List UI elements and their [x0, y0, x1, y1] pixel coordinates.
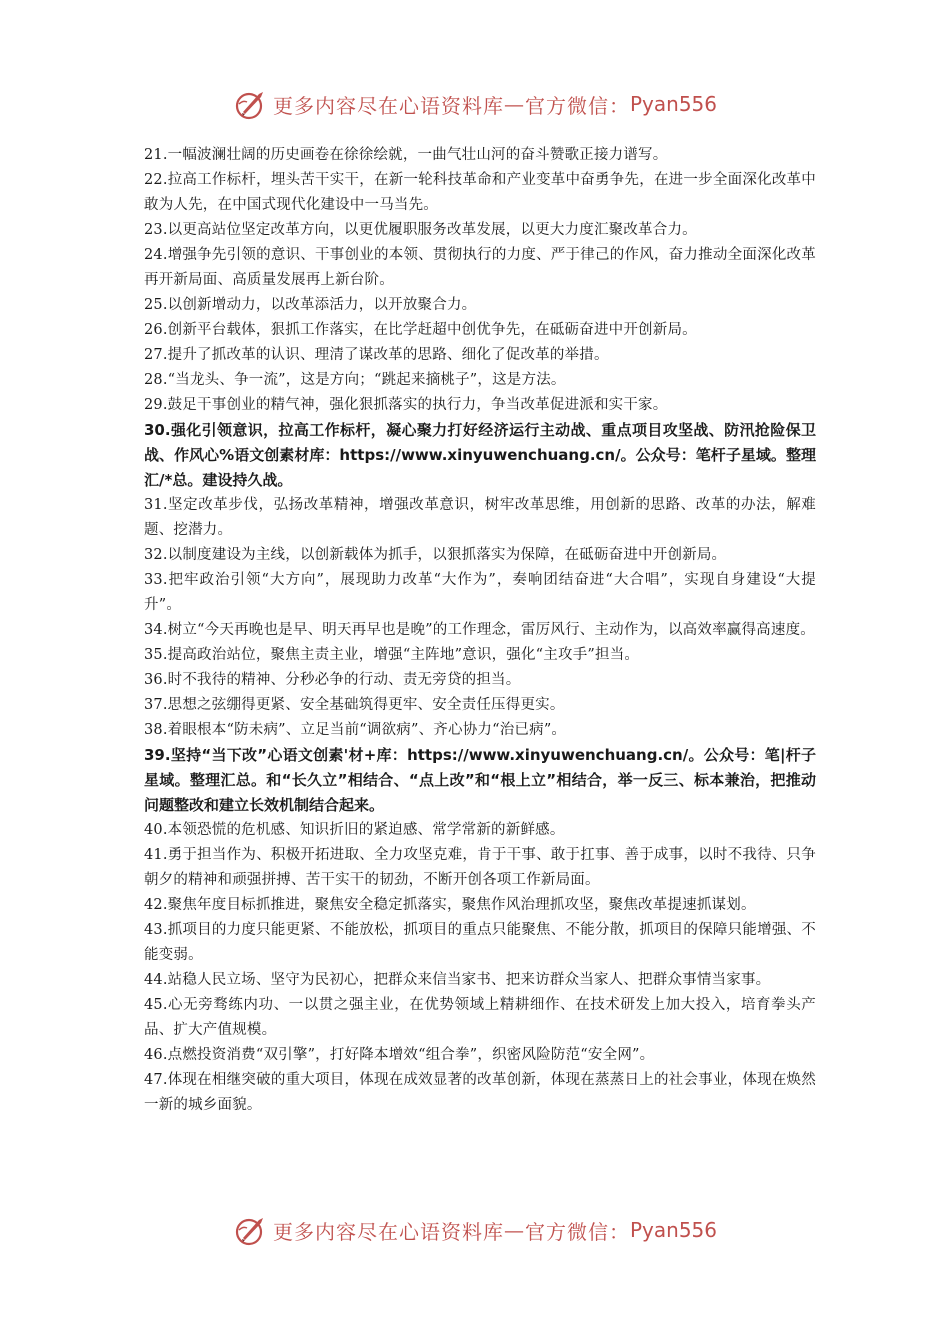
banner-separator: — — [503, 92, 525, 116]
paragraph: 38.着眼根本“防未病”、立足当前“调欲病”、齐心协力“治已病”。 — [144, 722, 567, 738]
paragraph: 22.拉高工作标杆，埋头苦干实干，在新一轮科技革命和产业变革中奋勇争先，在进一步全面深化改革中敢为人先，在中国式现代化建设中一马当先。 — [144, 172, 816, 213]
paragraph: 29.鼓足干事创业的精气神，强化狠抓落实的执行力，争当改革促进派和实干家。 — [144, 397, 668, 413]
banner-text: 更多内容尽在心语资料库 — [272, 1219, 504, 1244]
paragraph: 33.把牢政治引领“大方向”，展现助力改革“大作为”，奏响团结奋进“大合唱”，实现自身建设“大提升”。 — [144, 572, 816, 613]
paragraph: 32.以制度建设为主线，以创新载体为抓手，以狠抓落实为保障，在砥砺奋进中开创新局。 — [144, 547, 727, 563]
paragraph: 45.心无旁骛练内功、一以贯之强主业，在优势领域上精耕细作、在技术研发上加大投入，培育拳头产品、扩大产值规模。 — [144, 997, 816, 1038]
paragraph: 34.树立“今天再晚也是早、明天再早也是晚”的工作理念，雷厉风行、主动作为，以高效率赢得高速度。 — [144, 622, 815, 638]
paragraph: 25.以创新增动力，以改革添活力，以开放聚合力。 — [144, 297, 477, 313]
pen-logo-icon — [233, 1212, 269, 1248]
banner-handle: Pyan556 — [629, 1218, 717, 1242]
paragraph: 39.坚持“当下改”心语文创素'材+库：https://www.xinyuwenchuang.cn/。公众号：笔|杆子星域。整理汇总。和“长久立”相结合、“点上改”和“根上立”相结合，举一反三、标本兼治，把推动问题整改和建立长效机制结合起来。 — [144, 746, 816, 814]
banner-text: 更多内容尽在心语资料库 — [272, 93, 504, 118]
pen-logo-icon — [233, 86, 269, 122]
banner-wechat-label: 官方微信： — [524, 93, 630, 118]
paragraph: 40.本领恐慌的危机感、知识折旧的紧迫感、常学常新的新鲜感。 — [144, 822, 565, 838]
paragraph: 26.创新平台载体，狠抓工作落实，在比学赶超中创优争先，在砥砺奋进中开创新局。 — [144, 322, 697, 338]
header-banner — [0, 86, 950, 122]
paragraph: 35.提高政治站位，聚焦主责主业，增强“主阵地”意识，强化“主攻手”担当。 — [144, 647, 640, 663]
paragraph: 23.以更高站位坚定改革方向，以更优履职服务改革发展，以更大力度汇聚改革合力。 — [144, 222, 697, 238]
paragraph: 24.增强争先引领的意识、干事创业的本领、贯彻执行的力度、严于律己的作风，奋力推动全面深化改革再开新局面、高质量发展再上新台阶。 — [144, 247, 816, 288]
document-body — [144, 143, 816, 1118]
banner-separator: — — [503, 1218, 525, 1242]
paragraph: 42.聚焦年度目标抓推进，聚焦安全稳定抓落实，聚焦作风治理抓攻坚，聚焦改革提速抓谋划。 — [144, 897, 756, 913]
paragraph: 21.一幅波澜壮阔的历史画卷在徐徐绘就，一曲气壮山河的奋斗赞歌正接力谱写。 — [144, 147, 668, 163]
paragraph: 46.点燃投资消费“双引擎”，打好降本增效“组合拳”，织密风险防范“安全网”。 — [144, 1047, 655, 1063]
paragraph: 44.站稳人民立场、坚守为民初心，把群众来信当家书、把来访群众当家人、把群众事情当家事。 — [144, 972, 771, 988]
paragraph: 37.思想之弦绷得更紧、安全基础筑得更牢、安全责任压得更实。 — [144, 697, 565, 713]
paragraph: 31.坚定改革步伐，弘扬改革精神，增强改革意识，树牢改革思维，用创新的思路、改革的办法，解难题、挖潜力。 — [144, 497, 816, 538]
banner-wechat-label: 官方微信： — [524, 1219, 630, 1244]
paragraph: 27.提升了抓改革的认识、理清了谋改革的思路、细化了促改革的举措。 — [144, 347, 609, 363]
paragraph: 36.时不我待的精神、分秒必争的行动、责无旁贷的担当。 — [144, 672, 521, 688]
banner-handle: Pyan556 — [629, 92, 717, 116]
paragraph: 47.体现在相继突破的重大项目，体现在成效显著的改革创新，体现在蒸蒸日上的社会事业，体现在焕然一新的城乡面貌。 — [144, 1072, 816, 1113]
footer-banner — [0, 1212, 950, 1248]
paragraph: 30.强化引领意识，拉高工作标杆，凝心聚力打好经济运行主动战、重点项目攻坚战、防汛抢险保卫战、作风心%语文创素材库：https://www.xinyuwenchuang.cn/。公众号：笔杆子星域。整理汇/*总。建设持久战。 — [144, 421, 816, 489]
paragraph: 41.勇于担当作为、积极开拓进取、全力攻坚克难，肯于干事、敢于扛事、善于成事，以时不我待、只争朝夕的精神和顽强拼搏、苦干实干的韧劲，不断开创各项工作新局面。 — [144, 847, 816, 888]
paragraph: 28.“当龙头、争一流”，这是方向；“跳起来摘桃子”，这是方法。 — [144, 372, 566, 388]
paragraph: 43.抓项目的力度只能更紧、不能放松，抓项目的重点只能聚焦、不能分散，抓项目的保障只能增强、不能变弱。 — [144, 922, 816, 963]
